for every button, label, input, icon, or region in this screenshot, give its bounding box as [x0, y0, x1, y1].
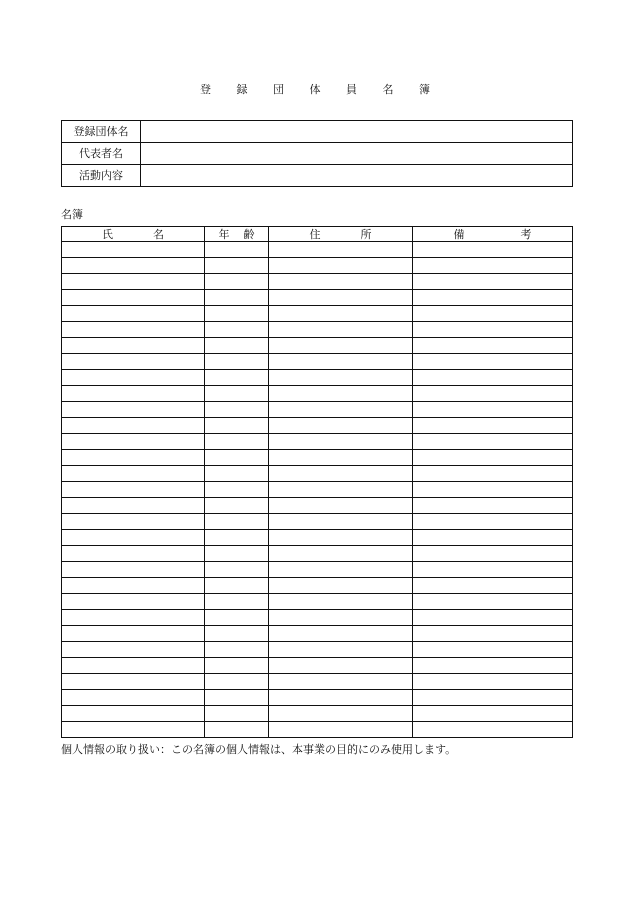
representative-field[interactable] [141, 143, 573, 165]
name-cell[interactable] [62, 290, 205, 306]
address-cell[interactable] [269, 690, 413, 706]
name-cell[interactable] [62, 482, 205, 498]
roster-row [62, 274, 573, 290]
address-cell[interactable] [269, 242, 413, 258]
header-remarks-part1: 備 [453, 227, 465, 241]
address-cell[interactable] [269, 546, 413, 562]
name-cell[interactable] [62, 706, 205, 722]
roster-row [62, 722, 573, 738]
roster-row [62, 242, 573, 258]
privacy-notice: 個人情報の取り扱い：この名簿の個人情報は、本事業の目的にのみ使用します。 [61, 743, 457, 756]
header-age-part2: 齢 [243, 227, 255, 241]
address-cell[interactable] [269, 450, 413, 466]
roster-row [62, 482, 573, 498]
roster-row [62, 594, 573, 610]
age-cell[interactable] [205, 594, 269, 610]
roster-row [62, 466, 573, 482]
age-cell[interactable] [205, 242, 269, 258]
roster-row [62, 306, 573, 322]
name-cell[interactable] [62, 386, 205, 402]
age-cell[interactable] [205, 610, 269, 626]
roster-row [62, 690, 573, 706]
name-cell[interactable] [62, 626, 205, 642]
roster-row [62, 418, 573, 434]
remarks-cell[interactable] [413, 354, 573, 370]
name-cell[interactable] [62, 450, 205, 466]
name-cell[interactable] [62, 530, 205, 546]
age-cell[interactable] [205, 514, 269, 530]
header-address-part1: 住 [309, 227, 321, 241]
age-cell[interactable] [205, 450, 269, 466]
remarks-cell[interactable] [413, 242, 573, 258]
remarks-cell[interactable] [413, 514, 573, 530]
activity-label: 活動内容 [62, 165, 141, 187]
roster-row [62, 546, 573, 562]
roster-row [62, 434, 573, 450]
header-name-part1: 氏 [102, 227, 113, 241]
age-cell[interactable] [205, 530, 269, 546]
roster-row [62, 402, 573, 418]
age-cell[interactable] [205, 690, 269, 706]
address-cell[interactable] [269, 530, 413, 546]
address-cell[interactable] [269, 418, 413, 434]
activity-row [62, 165, 573, 187]
name-cell[interactable] [62, 418, 205, 434]
remarks-cell[interactable] [413, 722, 573, 738]
roster-row [62, 322, 573, 338]
address-cell[interactable] [269, 642, 413, 658]
name-cell[interactable] [62, 498, 205, 514]
remarks-cell[interactable] [413, 306, 573, 322]
group-name-row [62, 121, 573, 143]
address-cell[interactable] [269, 434, 413, 450]
remarks-cell[interactable] [413, 690, 573, 706]
remarks-cell[interactable] [413, 706, 573, 722]
representative-row [62, 143, 573, 165]
name-cell[interactable] [62, 722, 205, 738]
address-cell[interactable] [269, 514, 413, 530]
remarks-cell[interactable] [413, 290, 573, 306]
address-cell[interactable] [269, 402, 413, 418]
name-cell[interactable] [62, 546, 205, 562]
name-cell[interactable] [62, 274, 205, 290]
representative-label: 代表者名 [62, 143, 141, 165]
remarks-cell[interactable] [413, 546, 573, 562]
roster-row [62, 450, 573, 466]
name-cell[interactable] [62, 674, 205, 690]
roster-row [62, 290, 573, 306]
age-cell[interactable] [205, 338, 269, 354]
remarks-cell[interactable] [413, 578, 573, 594]
name-cell[interactable] [62, 466, 205, 482]
name-cell[interactable] [62, 402, 205, 418]
header-age [205, 227, 269, 242]
roster-table [61, 226, 573, 738]
age-cell[interactable] [205, 562, 269, 578]
header-address [269, 227, 413, 242]
name-cell[interactable] [62, 258, 205, 274]
remarks-cell[interactable] [413, 322, 573, 338]
remarks-cell[interactable] [413, 434, 573, 450]
remarks-cell[interactable] [413, 402, 573, 418]
name-cell[interactable] [62, 354, 205, 370]
address-cell[interactable] [269, 594, 413, 610]
remarks-cell[interactable] [413, 418, 573, 434]
age-cell[interactable] [205, 258, 269, 274]
remarks-cell[interactable] [413, 386, 573, 402]
remarks-cell[interactable] [413, 642, 573, 658]
age-cell[interactable] [205, 578, 269, 594]
age-cell[interactable] [205, 498, 269, 514]
header-address-part2: 所 [360, 227, 372, 241]
name-cell[interactable] [62, 242, 205, 258]
name-cell[interactable] [62, 338, 205, 354]
address-cell[interactable] [269, 498, 413, 514]
roster-row [62, 386, 573, 402]
age-cell[interactable] [205, 354, 269, 370]
group-name-label: 登録団体名 [62, 121, 141, 143]
name-cell[interactable] [62, 578, 205, 594]
age-cell[interactable] [205, 626, 269, 642]
header-remarks-part2: 考 [520, 227, 532, 241]
address-cell[interactable] [269, 626, 413, 642]
remarks-cell[interactable] [413, 274, 573, 290]
roster-row [62, 354, 573, 370]
header-age-part1: 年 [218, 227, 230, 241]
remarks-cell[interactable] [413, 562, 573, 578]
remarks-cell[interactable] [413, 450, 573, 466]
address-cell[interactable] [269, 658, 413, 674]
age-cell[interactable] [205, 722, 269, 738]
remarks-cell[interactable] [413, 370, 573, 386]
name-cell[interactable] [62, 322, 205, 338]
roster-row [62, 530, 573, 546]
remarks-cell[interactable] [413, 482, 573, 498]
age-cell[interactable] [205, 274, 269, 290]
age-cell[interactable] [205, 706, 269, 722]
roster-row [62, 658, 573, 674]
activity-field[interactable] [141, 165, 573, 187]
remarks-cell[interactable] [413, 466, 573, 482]
roster-row [62, 626, 573, 642]
remarks-cell[interactable] [413, 674, 573, 690]
address-cell[interactable] [269, 466, 413, 482]
address-cell[interactable] [269, 674, 413, 690]
name-cell[interactable] [62, 562, 205, 578]
roster-row [62, 370, 573, 386]
name-cell[interactable] [62, 610, 205, 626]
header-name-part2: 名 [153, 227, 164, 241]
age-cell[interactable] [205, 674, 269, 690]
address-cell[interactable] [269, 610, 413, 626]
roster-row [62, 610, 573, 626]
roster-row [62, 578, 573, 594]
age-cell[interactable] [205, 290, 269, 306]
remarks-cell[interactable] [413, 338, 573, 354]
header-name [62, 227, 205, 242]
page-title: 登 録 団 体 員 名 簿 [200, 83, 441, 96]
roster-row [62, 514, 573, 530]
address-cell[interactable] [269, 370, 413, 386]
address-cell[interactable] [269, 706, 413, 722]
age-cell[interactable] [205, 322, 269, 338]
age-cell[interactable] [205, 466, 269, 482]
address-cell[interactable] [269, 482, 413, 498]
roster-label: 名簿 [61, 208, 83, 221]
roster-row [62, 674, 573, 690]
remarks-cell[interactable] [413, 626, 573, 642]
remarks-cell[interactable] [413, 258, 573, 274]
roster-row [62, 642, 573, 658]
roster-header-row [62, 227, 573, 242]
address-cell[interactable] [269, 322, 413, 338]
age-cell[interactable] [205, 386, 269, 402]
age-cell[interactable] [205, 642, 269, 658]
address-cell[interactable] [269, 258, 413, 274]
roster-body [62, 242, 573, 738]
roster-row [62, 562, 573, 578]
name-cell[interactable] [62, 690, 205, 706]
remarks-cell[interactable] [413, 658, 573, 674]
address-cell[interactable] [269, 722, 413, 738]
remarks-cell[interactable] [413, 530, 573, 546]
name-cell[interactable] [62, 434, 205, 450]
age-cell[interactable] [205, 402, 269, 418]
address-cell[interactable] [269, 306, 413, 322]
age-cell[interactable] [205, 434, 269, 450]
address-cell[interactable] [269, 578, 413, 594]
age-cell[interactable] [205, 546, 269, 562]
address-cell[interactable] [269, 562, 413, 578]
header-remarks [413, 227, 573, 242]
roster-row [62, 498, 573, 514]
address-cell[interactable] [269, 274, 413, 290]
age-cell[interactable] [205, 306, 269, 322]
address-cell[interactable] [269, 338, 413, 354]
roster-row [62, 706, 573, 722]
age-cell[interactable] [205, 418, 269, 434]
name-cell[interactable] [62, 370, 205, 386]
age-cell[interactable] [205, 482, 269, 498]
address-cell[interactable] [269, 290, 413, 306]
name-cell[interactable] [62, 642, 205, 658]
remarks-cell[interactable] [413, 498, 573, 514]
remarks-cell[interactable] [413, 594, 573, 610]
address-cell[interactable] [269, 354, 413, 370]
address-cell[interactable] [269, 386, 413, 402]
remarks-cell[interactable] [413, 610, 573, 626]
roster-row [62, 338, 573, 354]
name-cell[interactable] [62, 514, 205, 530]
name-cell[interactable] [62, 306, 205, 322]
roster-row [62, 258, 573, 274]
group-info-table [61, 120, 573, 187]
name-cell[interactable] [62, 594, 205, 610]
age-cell[interactable] [205, 370, 269, 386]
name-cell[interactable] [62, 658, 205, 674]
age-cell[interactable] [205, 658, 269, 674]
group-name-field[interactable] [141, 121, 573, 143]
